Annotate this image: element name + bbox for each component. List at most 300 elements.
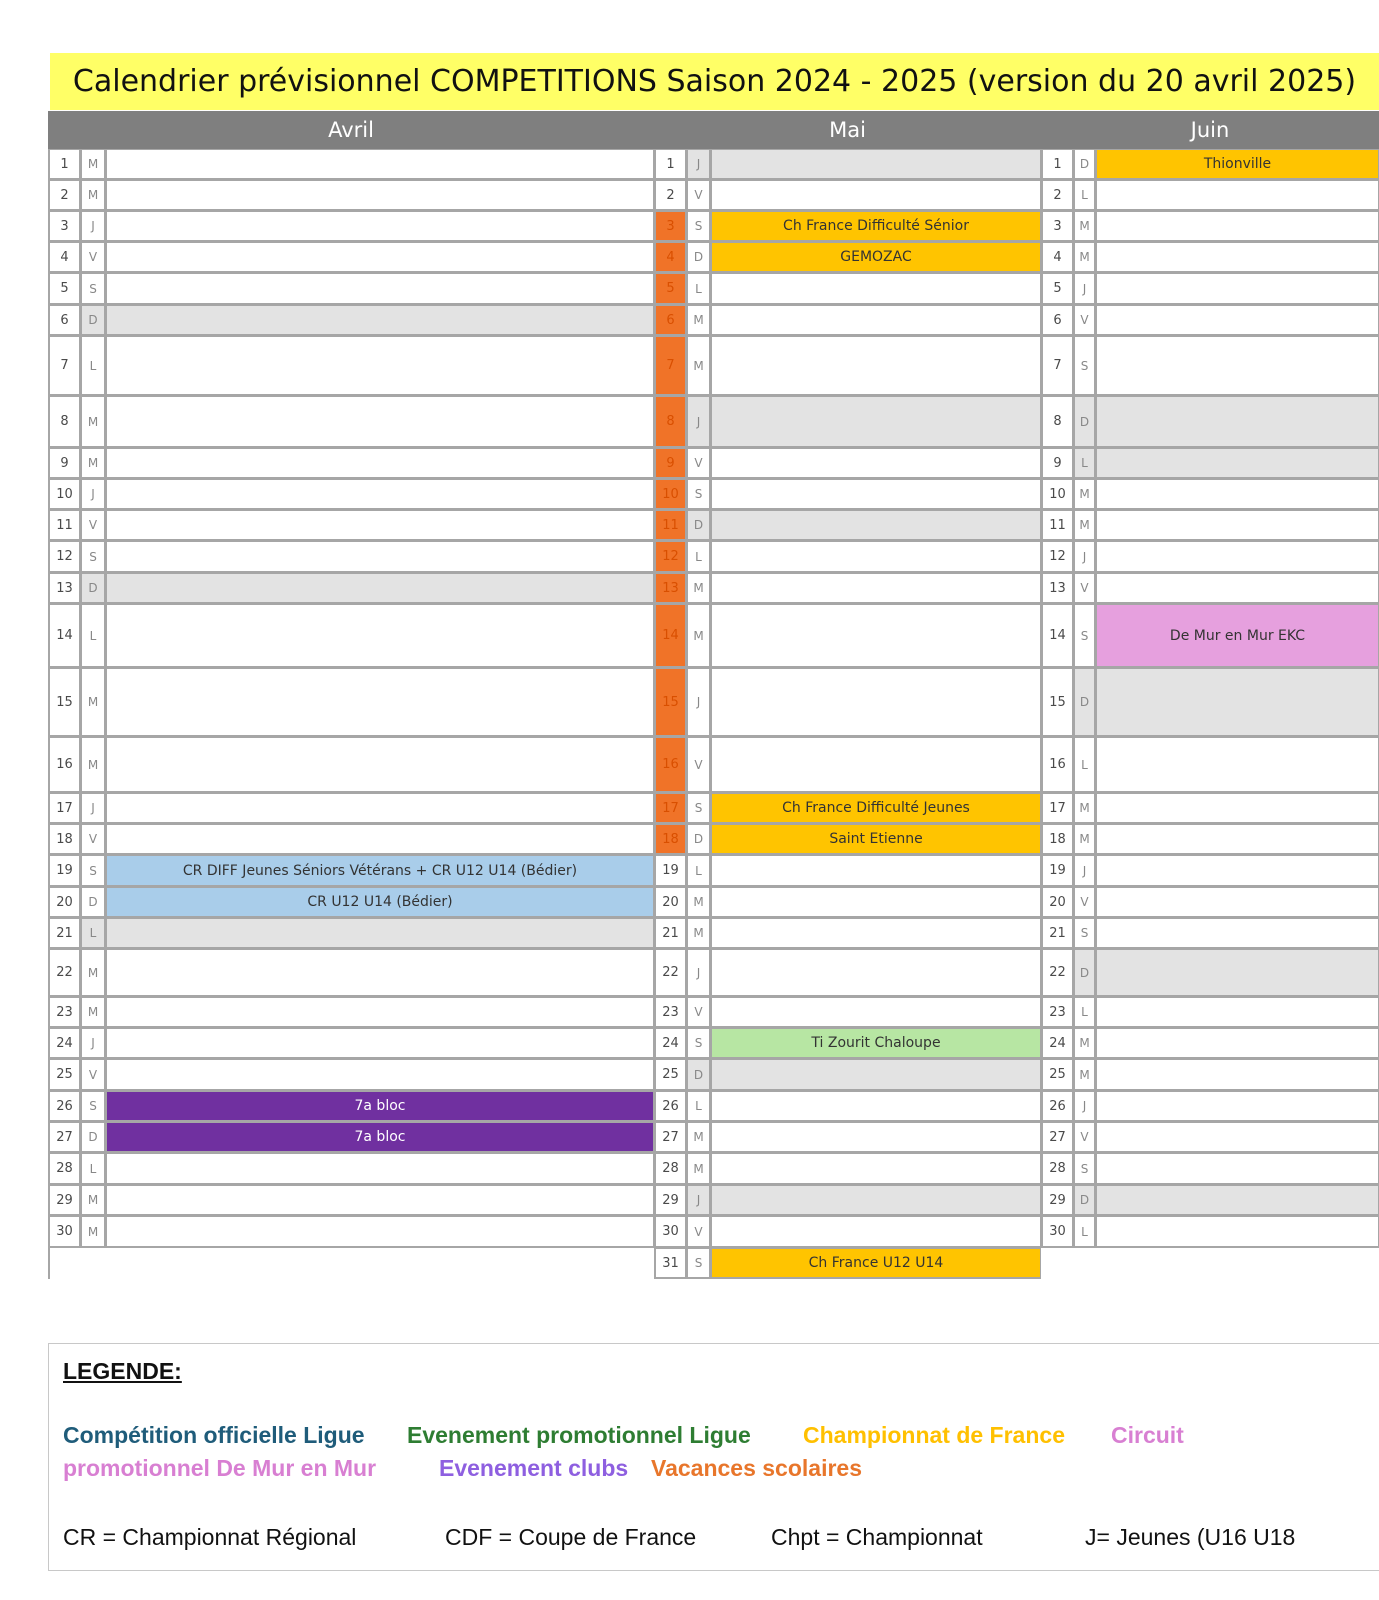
empty-cell	[710, 149, 1041, 180]
weekday-letter: M	[80, 1216, 105, 1248]
empty-cell	[105, 305, 654, 336]
day-number: 17	[48, 793, 80, 824]
weekday-letter: J	[80, 1028, 105, 1059]
day-number: 22	[48, 949, 80, 997]
weekday-letter: L	[1073, 997, 1095, 1028]
day-number: 14	[654, 604, 686, 668]
day-number: 8	[654, 396, 686, 448]
day-number: 26	[654, 1091, 686, 1122]
day-number: 30	[1041, 1216, 1073, 1248]
day-number: 15	[48, 668, 80, 737]
empty-cell	[1095, 510, 1379, 541]
weekday-letter: M	[80, 737, 105, 793]
day-row-juin-3	[1041, 211, 1379, 242]
day-row-avril-29	[48, 1185, 654, 1216]
day-row-juin-16	[1041, 737, 1379, 793]
day-number: 27	[1041, 1122, 1073, 1153]
empty-cell	[105, 1153, 654, 1185]
day-number: 27	[654, 1122, 686, 1153]
day-number: 24	[1041, 1028, 1073, 1059]
day-row-avril-1	[48, 149, 654, 180]
empty-cell	[105, 604, 654, 668]
weekday-letter: M	[686, 573, 710, 604]
day-number: 16	[654, 737, 686, 793]
day-row-juin-5	[1041, 273, 1379, 305]
weekday-letter: S	[80, 541, 105, 573]
empty-cell	[105, 211, 654, 242]
day-number: 21	[654, 918, 686, 949]
day-number: 12	[48, 541, 80, 573]
weekday-letter: M	[686, 1153, 710, 1185]
weekday-letter: D	[80, 887, 105, 918]
weekday-letter: J	[80, 793, 105, 824]
day-row-mai-23	[654, 997, 1041, 1028]
day-number: 29	[1041, 1185, 1073, 1216]
day-number: 28	[48, 1153, 80, 1185]
day-number: 8	[48, 396, 80, 448]
day-row-mai-22	[654, 949, 1041, 997]
weekday-letter: S	[686, 479, 710, 510]
day-row-mai-2	[654, 180, 1041, 211]
day-number: 10	[1041, 479, 1073, 510]
day-row-avril-23	[48, 997, 654, 1028]
day-number: 18	[1041, 824, 1073, 855]
legend-competition-officielle-ligue: Compétition officielle Ligue	[63, 1422, 365, 1448]
day-number: 1	[654, 149, 686, 180]
day-row-mai-24	[654, 1028, 1041, 1059]
weekday-letter: S	[1073, 1153, 1095, 1185]
legend-title: LEGENDE:	[63, 1358, 182, 1384]
empty-cell	[105, 668, 654, 737]
month-header-mai: Mai	[654, 111, 1041, 149]
empty-cell	[710, 1059, 1041, 1091]
day-number: 29	[654, 1185, 686, 1216]
weekday-letter: V	[80, 242, 105, 273]
day-number: 2	[1041, 180, 1073, 211]
weekday-letter: D	[686, 824, 710, 855]
weekday-letter: V	[80, 510, 105, 541]
empty-cell	[1095, 396, 1379, 448]
weekday-letter: M	[1073, 824, 1095, 855]
day-row-juin-6	[1041, 305, 1379, 336]
empty-cell	[710, 997, 1041, 1028]
day-number: 17	[654, 793, 686, 824]
empty-cell	[105, 273, 654, 305]
day-number: 18	[48, 824, 80, 855]
weekday-letter: L	[1073, 180, 1095, 211]
day-row-juin-11	[1041, 510, 1379, 541]
weekday-letter: V	[686, 180, 710, 211]
weekday-letter: L	[80, 336, 105, 396]
day-row-mai-11	[654, 510, 1041, 541]
empty-cell	[1095, 1091, 1379, 1122]
day-number: 1	[48, 149, 80, 180]
day-number: 12	[1041, 541, 1073, 573]
day-row-mai-27	[654, 1122, 1041, 1153]
day-row-juin-22	[1041, 949, 1379, 997]
empty-cell	[105, 573, 654, 604]
legend-abbr-jeunes: J= Jeunes (U16 U18	[1085, 1524, 1296, 1550]
day-number: 13	[1041, 573, 1073, 604]
weekday-letter: M	[80, 1185, 105, 1216]
weekday-letter: L	[80, 1153, 105, 1185]
empty-cell	[710, 541, 1041, 573]
weekday-letter: M	[686, 918, 710, 949]
empty-cell	[710, 573, 1041, 604]
weekday-letter: V	[80, 1059, 105, 1091]
day-number: 28	[1041, 1153, 1073, 1185]
legend-evenement-promotionnel-ligue: Evenement promotionnel Ligue	[407, 1422, 751, 1448]
day-number: 24	[48, 1028, 80, 1059]
empty-cell	[105, 737, 654, 793]
empty-cell	[710, 396, 1041, 448]
day-row-avril-18	[48, 824, 654, 855]
day-number: 15	[654, 668, 686, 737]
empty-cell	[105, 510, 654, 541]
empty-cell	[710, 273, 1041, 305]
empty-cell	[1095, 479, 1379, 510]
weekday-letter: D	[1073, 668, 1095, 737]
day-row-avril-28	[48, 1153, 654, 1185]
day-row-avril-30	[48, 1216, 654, 1248]
day-row-mai-3	[654, 211, 1041, 242]
weekday-letter: M	[1073, 793, 1095, 824]
day-row-avril-4	[48, 242, 654, 273]
day-row-avril-27	[48, 1122, 654, 1153]
weekday-letter: L	[1073, 737, 1095, 793]
empty-cell	[1095, 668, 1379, 737]
legend-abbr-cdf: CDF = Coupe de France	[445, 1524, 697, 1550]
day-row-avril-16	[48, 737, 654, 793]
empty-cell	[1095, 737, 1379, 793]
day-row-avril-25	[48, 1059, 654, 1091]
day-row-juin-25	[1041, 1059, 1379, 1091]
weekday-letter: S	[1073, 336, 1095, 396]
empty-cell	[1095, 1185, 1379, 1216]
event-cell: Saint Etienne	[710, 824, 1041, 855]
weekday-letter: M	[1073, 242, 1095, 273]
day-number: 6	[654, 305, 686, 336]
day-number: 5	[1041, 273, 1073, 305]
empty-cell	[1095, 180, 1379, 211]
day-number: 5	[654, 273, 686, 305]
empty-cell	[105, 448, 654, 479]
day-row-juin-18	[1041, 824, 1379, 855]
empty-cell	[710, 1122, 1041, 1153]
day-number: 3	[1041, 211, 1073, 242]
day-number: 2	[654, 180, 686, 211]
day-row-mai-21	[654, 918, 1041, 949]
empty-cell	[105, 180, 654, 211]
day-row-mai-14	[654, 604, 1041, 668]
day-number: 11	[48, 510, 80, 541]
empty-cell	[105, 541, 654, 573]
weekday-letter: J	[686, 949, 710, 997]
day-row-mai-15	[654, 668, 1041, 737]
empty-cell	[710, 1185, 1041, 1216]
weekday-letter: M	[80, 668, 105, 737]
event-cell: Ch France Difficulté Jeunes	[710, 793, 1041, 824]
day-number: 7	[1041, 336, 1073, 396]
day-number: 27	[48, 1122, 80, 1153]
weekday-letter: V	[686, 737, 710, 793]
empty-cell	[710, 180, 1041, 211]
weekday-letter: M	[1073, 211, 1095, 242]
day-number: 29	[48, 1185, 80, 1216]
day-row-avril-20	[48, 887, 654, 918]
empty-cell	[1095, 793, 1379, 824]
empty-cell	[1095, 824, 1379, 855]
empty-cell	[105, 1216, 654, 1248]
empty-cell	[105, 918, 654, 949]
weekday-letter: J	[686, 149, 710, 180]
day-number: 10	[654, 479, 686, 510]
empty-cell	[1095, 855, 1379, 887]
empty-cell	[1095, 887, 1379, 918]
weekday-letter: J	[80, 211, 105, 242]
day-number: 21	[1041, 918, 1073, 949]
weekday-letter: L	[80, 604, 105, 668]
weekday-letter: D	[1073, 396, 1095, 448]
empty-cell	[1095, 242, 1379, 273]
day-number: 25	[654, 1059, 686, 1091]
day-row-mai-13	[654, 573, 1041, 604]
day-number: 26	[1041, 1091, 1073, 1122]
day-number: 8	[1041, 396, 1073, 448]
weekday-letter: V	[686, 1216, 710, 1248]
day-row-mai-28	[654, 1153, 1041, 1185]
empty-cell	[1095, 336, 1379, 396]
empty-cell	[1095, 273, 1379, 305]
day-number: 19	[1041, 855, 1073, 887]
weekday-letter: M	[686, 336, 710, 396]
day-row-avril-12	[48, 541, 654, 573]
weekday-letter: S	[80, 273, 105, 305]
empty-cell	[105, 149, 654, 180]
weekday-letter: J	[1073, 1091, 1095, 1122]
empty-cell	[1095, 1216, 1379, 1248]
weekday-letter: L	[686, 541, 710, 573]
day-row-juin-23	[1041, 997, 1379, 1028]
weekday-letter: V	[1073, 573, 1095, 604]
empty-cell	[1095, 997, 1379, 1028]
legend-circuit: Circuit	[1111, 1422, 1184, 1448]
day-row-juin-17	[1041, 793, 1379, 824]
day-row-mai-5	[654, 273, 1041, 305]
weekday-letter: M	[80, 997, 105, 1028]
day-number: 9	[654, 448, 686, 479]
day-number: 30	[654, 1216, 686, 1248]
empty-cell	[1095, 448, 1379, 479]
day-row-juin-9	[1041, 448, 1379, 479]
empty-cell	[1095, 1153, 1379, 1185]
day-row-avril-19	[48, 855, 654, 887]
event-cell: Ch France Difficulté Sénior	[710, 211, 1041, 242]
weekday-letter: L	[80, 918, 105, 949]
weekday-letter: M	[686, 887, 710, 918]
event-cell: GEMOZAC	[710, 242, 1041, 273]
day-number: 5	[48, 273, 80, 305]
day-number: 19	[654, 855, 686, 887]
empty-cell	[710, 479, 1041, 510]
day-row-juin-4	[1041, 242, 1379, 273]
weekday-letter: L	[1073, 1216, 1095, 1248]
day-row-mai-30	[654, 1216, 1041, 1248]
day-row-mai-4	[654, 242, 1041, 273]
day-row-mai-29	[654, 1185, 1041, 1216]
weekday-letter: M	[80, 949, 105, 997]
day-row-juin-13	[1041, 573, 1379, 604]
day-row-avril-3	[48, 211, 654, 242]
day-number: 14	[48, 604, 80, 668]
day-row-avril-8	[48, 396, 654, 448]
event-cell: De Mur en Mur EKC	[1095, 604, 1379, 668]
day-number: 30	[48, 1216, 80, 1248]
day-number: 21	[48, 918, 80, 949]
legend-box	[48, 1343, 1379, 1571]
empty-cell	[105, 997, 654, 1028]
empty-cell	[105, 949, 654, 997]
weekday-letter: M	[80, 149, 105, 180]
empty-cell	[1095, 1059, 1379, 1091]
day-row-avril-22	[48, 949, 654, 997]
day-row-avril-6	[48, 305, 654, 336]
legend-vacances-scolaires: Vacances scolaires	[651, 1455, 862, 1481]
day-row-avril-24	[48, 1028, 654, 1059]
weekday-letter: M	[1073, 1059, 1095, 1091]
day-row-juin-26	[1041, 1091, 1379, 1122]
day-number: 4	[48, 242, 80, 273]
day-row-juin-19	[1041, 855, 1379, 887]
day-row-mai-10	[654, 479, 1041, 510]
empty-cell	[710, 668, 1041, 737]
empty-cell	[710, 336, 1041, 396]
empty-cell	[1095, 305, 1379, 336]
empty-cell	[710, 949, 1041, 997]
weekday-letter: S	[686, 1248, 710, 1279]
day-number: 17	[1041, 793, 1073, 824]
day-number: 22	[1041, 949, 1073, 997]
day-row-juin-12	[1041, 541, 1379, 573]
day-row-mai-25	[654, 1059, 1041, 1091]
day-number: 24	[654, 1028, 686, 1059]
day-row-mai-19	[654, 855, 1041, 887]
day-row-juin-21	[1041, 918, 1379, 949]
empty-cell	[105, 1028, 654, 1059]
day-number: 26	[48, 1091, 80, 1122]
day-row-avril-5	[48, 273, 654, 305]
weekday-letter: S	[80, 855, 105, 887]
day-number: 16	[48, 737, 80, 793]
empty-cell	[710, 887, 1041, 918]
event-cell: CR DIFF Jeunes Séniors Vétérans + CR U12 U14 (Bédier)	[105, 855, 654, 887]
day-row-juin-29	[1041, 1185, 1379, 1216]
weekday-letter: D	[1073, 149, 1095, 180]
weekday-letter: D	[686, 510, 710, 541]
day-number: 20	[654, 887, 686, 918]
weekday-letter: S	[1073, 918, 1095, 949]
day-row-mai-17	[654, 793, 1041, 824]
empty-cell	[105, 396, 654, 448]
empty-cell	[105, 1185, 654, 1216]
empty-cell	[1095, 541, 1379, 573]
day-number: 9	[48, 448, 80, 479]
day-row-avril-15	[48, 668, 654, 737]
day-number: 15	[1041, 668, 1073, 737]
empty-cell	[105, 793, 654, 824]
page-title: Calendrier prévisionnel COMPETITIONS Saison 2024 - 2025 (version du 20 avril 2025)	[50, 53, 1379, 110]
legend-evenement-clubs: Evenement clubs	[439, 1455, 629, 1481]
day-row-mai-7	[654, 336, 1041, 396]
day-row-juin-14	[1041, 604, 1379, 668]
day-row-mai-16	[654, 737, 1041, 793]
empty-cell	[105, 336, 654, 396]
legend-abbr-chpt: Chpt = Championnat	[771, 1524, 983, 1550]
weekday-letter: M	[686, 604, 710, 668]
event-cell: CR U12 U14 (Bédier)	[105, 887, 654, 918]
day-number: 1	[1041, 149, 1073, 180]
weekday-letter: D	[1073, 1185, 1095, 1216]
day-row-juin-8	[1041, 396, 1379, 448]
day-row-avril-17	[48, 793, 654, 824]
day-row-avril-10	[48, 479, 654, 510]
weekday-letter: M	[1073, 1028, 1095, 1059]
day-row-mai-1	[654, 149, 1041, 180]
day-row-mai-8	[654, 396, 1041, 448]
month-header-avril: Avril	[48, 111, 654, 149]
weekday-letter: M	[686, 305, 710, 336]
day-row-avril-9	[48, 448, 654, 479]
weekday-letter: D	[686, 1059, 710, 1091]
weekday-letter: S	[686, 793, 710, 824]
weekday-letter: D	[1073, 949, 1095, 997]
weekday-letter: V	[1073, 305, 1095, 336]
empty-cell	[710, 510, 1041, 541]
day-row-avril-2	[48, 180, 654, 211]
day-number: 31	[654, 1248, 686, 1279]
weekday-letter: L	[686, 855, 710, 887]
weekday-letter: V	[1073, 887, 1095, 918]
weekday-letter: S	[80, 1091, 105, 1122]
empty-cell	[1095, 918, 1379, 949]
day-number: 28	[654, 1153, 686, 1185]
empty-cell	[105, 479, 654, 510]
weekday-letter: D	[80, 573, 105, 604]
empty-cell	[710, 448, 1041, 479]
empty-cell	[105, 824, 654, 855]
day-row-mai-6	[654, 305, 1041, 336]
weekday-letter: J	[1073, 541, 1095, 573]
day-row-avril-11	[48, 510, 654, 541]
empty-cell	[710, 855, 1041, 887]
day-row-juin-20	[1041, 887, 1379, 918]
empty-cell	[710, 918, 1041, 949]
day-number: 10	[48, 479, 80, 510]
day-row-avril-13	[48, 573, 654, 604]
day-row-avril-26	[48, 1091, 654, 1122]
weekday-letter: D	[686, 242, 710, 273]
day-number: 19	[48, 855, 80, 887]
day-row-juin-7	[1041, 336, 1379, 396]
weekday-letter: M	[1073, 479, 1095, 510]
day-number: 9	[1041, 448, 1073, 479]
weekday-letter: J	[1073, 855, 1095, 887]
weekday-letter: D	[80, 1122, 105, 1153]
empty-cell	[710, 1153, 1041, 1185]
day-number: 23	[1041, 997, 1073, 1028]
day-number: 12	[654, 541, 686, 573]
day-number: 23	[654, 997, 686, 1028]
